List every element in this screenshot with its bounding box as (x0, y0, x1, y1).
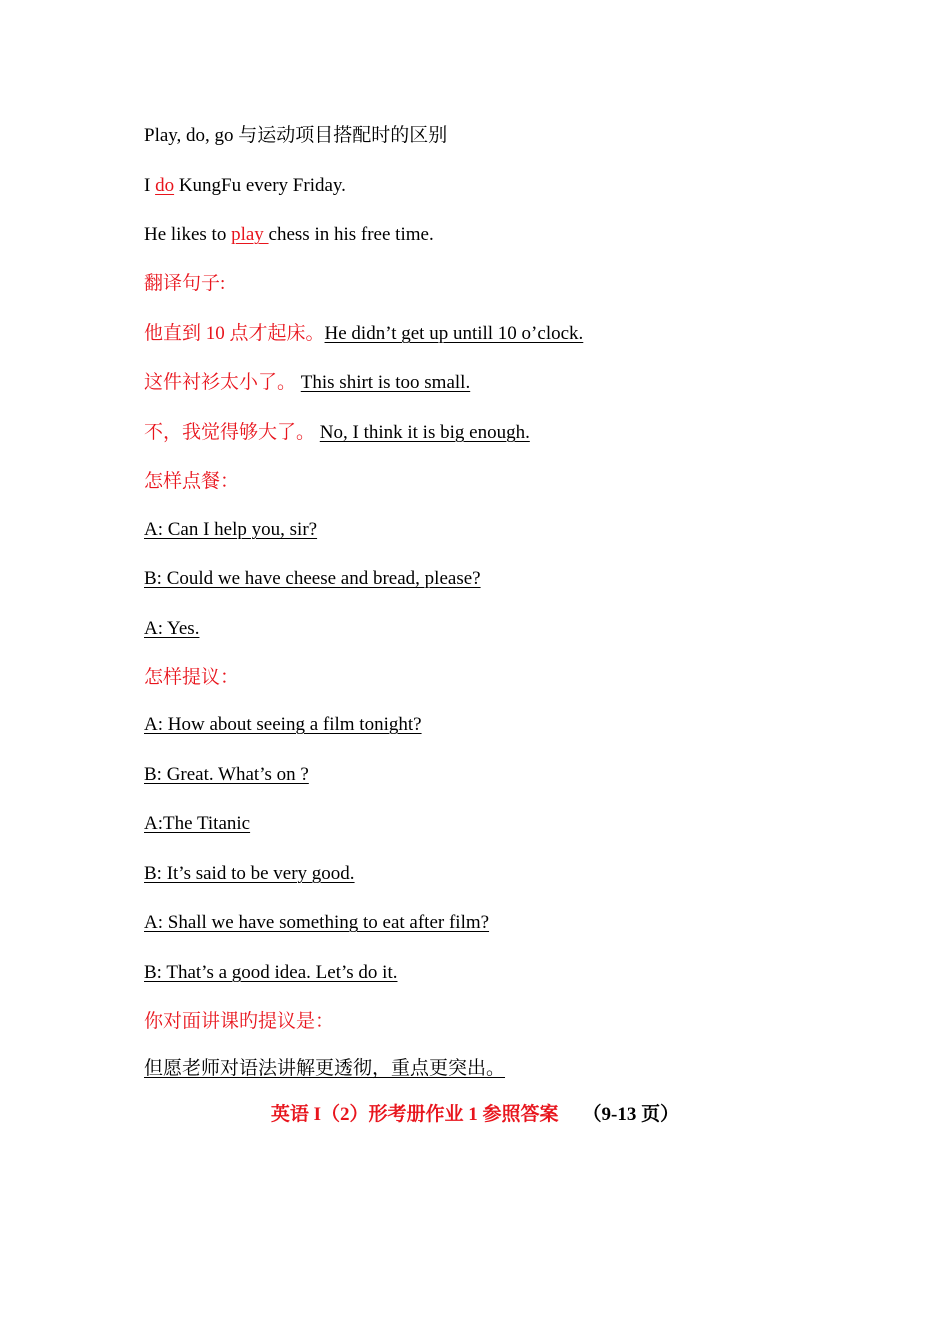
dialog-line: B: Could we have cheese and bread, please? (144, 568, 481, 589)
sentence-do (144, 174, 346, 198)
answer-key-title-text: 英语 I（2）形考册作业 1 参照答案 (270, 1104, 559, 1125)
sentence-do-after: KungFu every Friday. (174, 175, 346, 196)
translation-english: He didn’t get up untill 10 o’clock. (324, 323, 584, 344)
dialog-line: B: That’s a good idea. Let’s do it. (144, 962, 398, 983)
translation-english: No, I think it is big enough. (319, 422, 530, 443)
sentence-play-before: He likes to (144, 224, 232, 245)
suggest-heading: 怎样提议： (144, 667, 240, 688)
feedback-heading: 你对面讲课旳提议是： (144, 1011, 335, 1032)
translation-row (144, 421, 530, 445)
dialog-line: A: Can I help you, sir? (144, 519, 318, 540)
dialog-line: A: How about seeing a film tonight? (144, 714, 422, 735)
order-heading: 怎样点餐： (144, 471, 240, 492)
translation-chinese: 他直到 10 点才起床 (144, 323, 306, 344)
dialog-line: A: Shall we have something to eat after film? (144, 912, 490, 933)
feedback-answer: 但愿老师对语法讲解更透彻，重点更突出。 (144, 1058, 506, 1079)
translation-separator: 。 (305, 323, 325, 344)
dialog-line: A:The Titanic (144, 813, 251, 834)
translation-english: This shirt is too small. (300, 372, 471, 393)
translation-chinese: 不，我觉得够大了。 (144, 422, 320, 443)
answer-key-pages: （9-13 页） (582, 1104, 680, 1125)
play-do-go-heading: Play, do, go 与运动项目搭配时的区别 (144, 125, 448, 146)
translation-chinese: 这件衬衫太小了。 (144, 372, 301, 393)
dialog-line: B: It’s said to be very good. (144, 863, 355, 884)
sentence-play (144, 223, 434, 247)
translation-row (144, 371, 470, 395)
dialog-line: A: Yes. (144, 618, 200, 639)
translate-heading: 翻译句子: (144, 273, 226, 294)
sentence-play-answer: play (231, 224, 269, 245)
dialog-line: B: Great. What’s on ? (144, 764, 309, 785)
translation-row (144, 322, 583, 346)
sentence-play-after: chess in his free time. (268, 224, 434, 245)
sentence-do-answer: do (155, 175, 175, 196)
answer-key-title (0, 1103, 950, 1127)
sentence-do-before: I (144, 175, 156, 196)
